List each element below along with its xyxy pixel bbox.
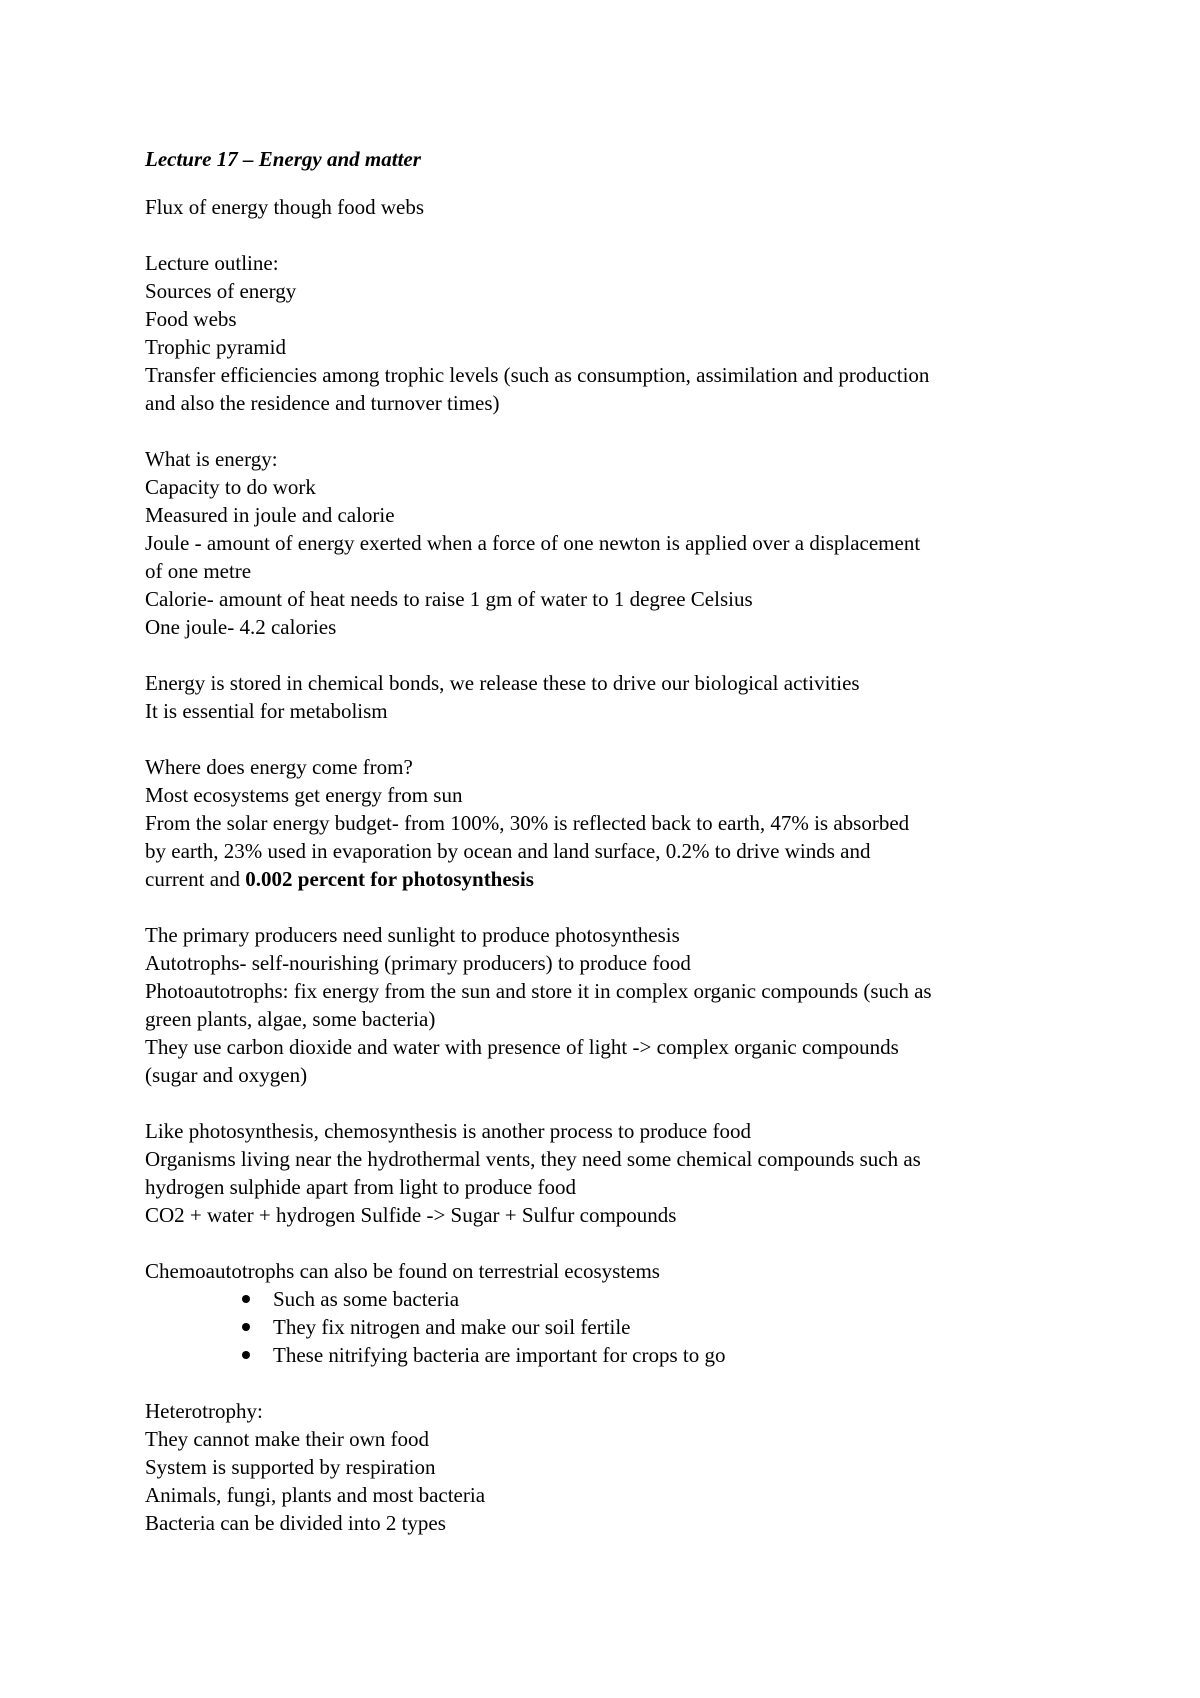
source-line: Where does energy come from? [145, 755, 413, 779]
spacer [145, 641, 1085, 669]
bullet-icon [242, 1351, 250, 1359]
chemosynthesis-line: hydrogen sulphide apart from light to produce food [145, 1175, 576, 1199]
bullet-icon [242, 1295, 250, 1303]
heterotrophy-heading: Heterotrophy: [145, 1399, 263, 1423]
chemosynthesis-line: Organisms living near the hydrothermal vents, they need some chemical compounds such as [145, 1147, 921, 1171]
outline-heading: Lecture outline: [145, 251, 279, 275]
list-item [145, 1285, 1085, 1313]
producers-line: They use carbon dioxide and water with presence of light -> complex organic compounds [145, 1035, 899, 1059]
list-item [145, 1313, 1085, 1341]
outline-item: Trophic pyramid [145, 335, 286, 359]
heterotrophy-section [145, 1397, 1085, 1537]
bullet-icon [242, 1323, 250, 1331]
energy-line: One joule- 4.2 calories [145, 615, 337, 639]
producers-line: (sugar and oxygen) [145, 1063, 308, 1087]
source-line: Most ecosystems get energy from sun [145, 783, 463, 807]
chemoautotrophs-intro: Chemoautotrophs can also be found on terrestrial ecosystems [145, 1259, 660, 1283]
spacer [145, 1229, 1085, 1257]
outline-item: and also the residence and turnover times) [145, 391, 500, 415]
producers-line: The primary producers need sunlight to produce photosynthesis [145, 923, 680, 947]
lecture-title: Lecture 17 – Energy and matter [145, 147, 421, 171]
storage-line: It is essential for metabolism [145, 699, 388, 723]
heterotrophy-line: Animals, fungi, plants and most bacteria [145, 1483, 486, 1507]
photosynthesis-percent-emphasis: 0.002 percent for photosynthesis [245, 867, 534, 891]
energy-section [145, 445, 1085, 641]
bullet-text: They fix nitrogen and make our soil fertile [273, 1315, 631, 1339]
source-line [145, 865, 1085, 893]
energy-line: Calorie- amount of heat needs to raise 1 gm of water to 1 degree Celsius [145, 587, 753, 611]
bullet-text: Such as some bacteria [273, 1287, 460, 1311]
energy-heading: What is energy: [145, 447, 278, 471]
outline-item: Sources of energy [145, 279, 297, 303]
lecture-subtitle: Flux of energy though food webs [145, 195, 424, 219]
energy-line: Joule - amount of energy exerted when a force of one newton is applied over a displacement [145, 531, 921, 555]
source-line: From the solar energy budget- from 100%, 30% is reflected back to earth, 47% is absorbed [145, 811, 910, 835]
spacer [145, 893, 1085, 921]
energy-line: of one metre [145, 559, 252, 583]
energy-line: Measured in joule and calorie [145, 503, 395, 527]
heterotrophy-line: They cannot make their own food [145, 1427, 429, 1451]
producers-line: Autotrophs- self-nourishing (primary producers) to produce food [145, 951, 691, 975]
bullet-text: These nitrifying bacteria are important for crops to go [273, 1343, 726, 1367]
outline-section [145, 249, 1085, 417]
source-line: by earth, 23% used in evaporation by ocean and land surface, 0.2% to drive winds and [145, 839, 871, 863]
heterotrophy-line: Bacteria can be divided into 2 types [145, 1511, 446, 1535]
producers-line: Photoautotrophs: fix energy from the sun and store it in complex organic compounds (such as [145, 979, 932, 1003]
spacer [145, 725, 1085, 753]
producers-line: green plants, algae, some bacteria) [145, 1007, 436, 1031]
energy-line: Capacity to do work [145, 475, 316, 499]
chemosynthesis-line: CO2 + water + hydrogen Sulfide -> Sugar + Sulfur compounds [145, 1203, 677, 1227]
list-item [145, 1341, 1085, 1369]
chemoautotrophs-section [145, 1257, 1085, 1369]
spacer [145, 417, 1085, 445]
source-section [145, 753, 1085, 893]
bullet-list [145, 1285, 1085, 1369]
producers-section [145, 921, 1085, 1089]
chemosynthesis-section [145, 1117, 1085, 1229]
document-page [145, 145, 1085, 1537]
outline-item: Food webs [145, 307, 237, 331]
heterotrophy-line: System is supported by respiration [145, 1455, 436, 1479]
outline-item: Transfer efficiencies among trophic levels (such as consumption, assimilation and production [145, 363, 930, 387]
spacer [145, 1089, 1085, 1117]
chemosynthesis-line: Like photosynthesis, chemosynthesis is another process to produce food [145, 1119, 751, 1143]
spacer [145, 1369, 1085, 1397]
storage-line: Energy is stored in chemical bonds, we release these to drive our biological activities [145, 671, 860, 695]
spacer [145, 221, 1085, 249]
storage-section [145, 669, 1085, 725]
source-last-prefix: current and [145, 867, 246, 891]
